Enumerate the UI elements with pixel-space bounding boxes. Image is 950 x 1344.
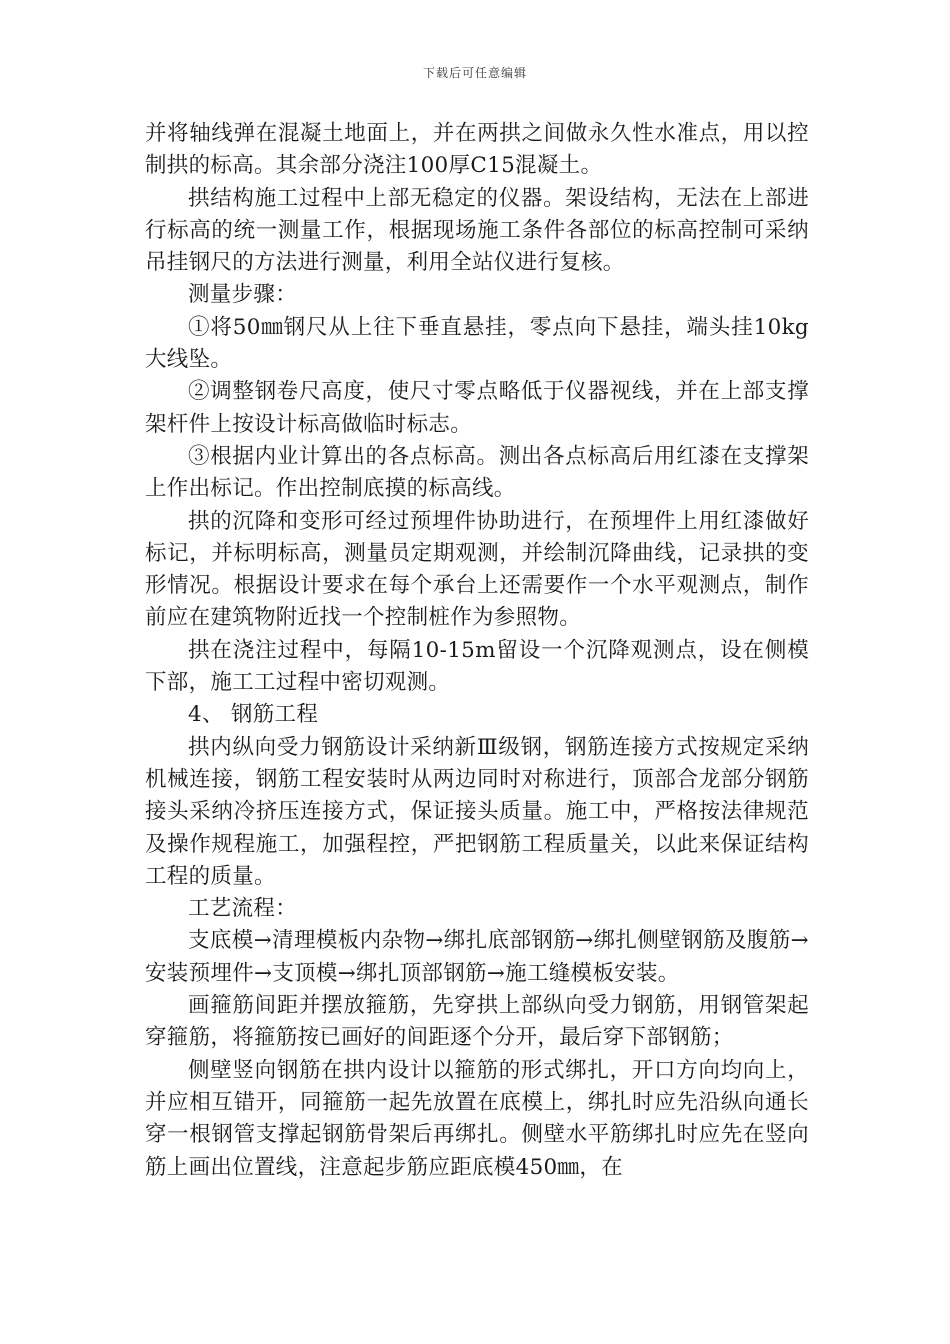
paragraph-side-wall-rebar: 侧壁竖向钢筋在拱内设计以箍筋的形式绑扎，开口方向均向上，并应相互错开，同箍筋一起先放置在底模上，绑扎时应先沿纵向通长穿一根钢管支撑起钢筋骨架后再绑扎。侧壁水平筋绑扎时应先在竖向筋上画出位置线，注意起步筋应距底模450㎜，在 — [145, 1057, 809, 1180]
paragraph-axis-marking: 并将轴线弹在混凝土地面上，并在两拱之间做永久性水准点，用以控制拱的标高。其余部分浇注100厚C15混凝土。 — [145, 121, 809, 179]
paragraph-measurement-steps-heading: 测量步骤： — [188, 282, 298, 308]
document-body — [145, 118, 809, 1184]
paragraph-settlement-monitoring: 拱的沉降和变形可经过预埋件协助进行，在预埋件上用红漆做好标记，并标明标高，测量员定期观测，并绘制沉降曲线，记录拱的变形情况。根据设计要求在每个承台上还需要作一个水平观测点，制作前应在建筑物附近找一个控制桩作为参照物。 — [145, 508, 809, 631]
paragraph-process-flow: 支底模→清理模板内杂物→绑扎底部钢筋→绑扎侧壁钢筋及腹筋→安装预埋件→支顶模→绑扎顶部钢筋→施工缝模板安装。 — [145, 928, 809, 986]
paragraph-step-3: ③根据内业计算出的各点标高。测出各点标高后用红漆在支撑架上作出标记。作出控制底摸的标高线。 — [145, 443, 809, 502]
paragraph-rebar-connection: 拱内纵向受力钢筋设计采纳新Ⅲ级钢，钢筋连接方式按规定采纳机械连接，钢筋工程安装时从两边同时对称进行，顶部合龙部分钢筋接头采纳冷挤压连接方式，保证接头质量。施工中，严格按法律规范及操作规程施工，加强程控，严把钢筋工程质量关，以此来保证结构工程的质量。 — [145, 734, 809, 889]
paragraph-arch-elevation-method: 拱结构施工过程中上部无稳定的仪器。架设结构，无法在上部进行标高的统一测量工作，根据现场施工条件各部位的标高控制可采纳吊挂钢尺的方法进行测量，利用全站仪进行复核。 — [145, 185, 809, 276]
section-heading-rebar-works: 4、 钢筋工程 — [188, 702, 319, 728]
paragraph-step-1: ①将50㎜钢尺从上往下垂直悬挂，零点向下悬挂，端头挂10kg大线坠。 — [145, 314, 809, 373]
paragraph-process-flow-heading: 工艺流程： — [188, 896, 298, 922]
page-header: 下载后可任意编辑 — [422, 66, 527, 80]
paragraph-stirrup-placement: 画箍筋间距并摆放箍筋，先穿拱上部纵向受力钢筋，用钢管架起穿箍筋，将箍筋按已画好的间距逐个分开，最后穿下部钢筋； — [145, 993, 809, 1051]
paragraph-settlement-points: 拱在浇注过程中，每隔10-15m留设一个沉降观测点，设在侧模下部，施工工过程中密切观测。 — [145, 637, 809, 696]
paragraph-step-2: ②调整钢卷尺高度，使尺寸零点略低于仪器视线，并在上部支撑架杆件上按设计标高做临时标志。 — [145, 379, 809, 437]
